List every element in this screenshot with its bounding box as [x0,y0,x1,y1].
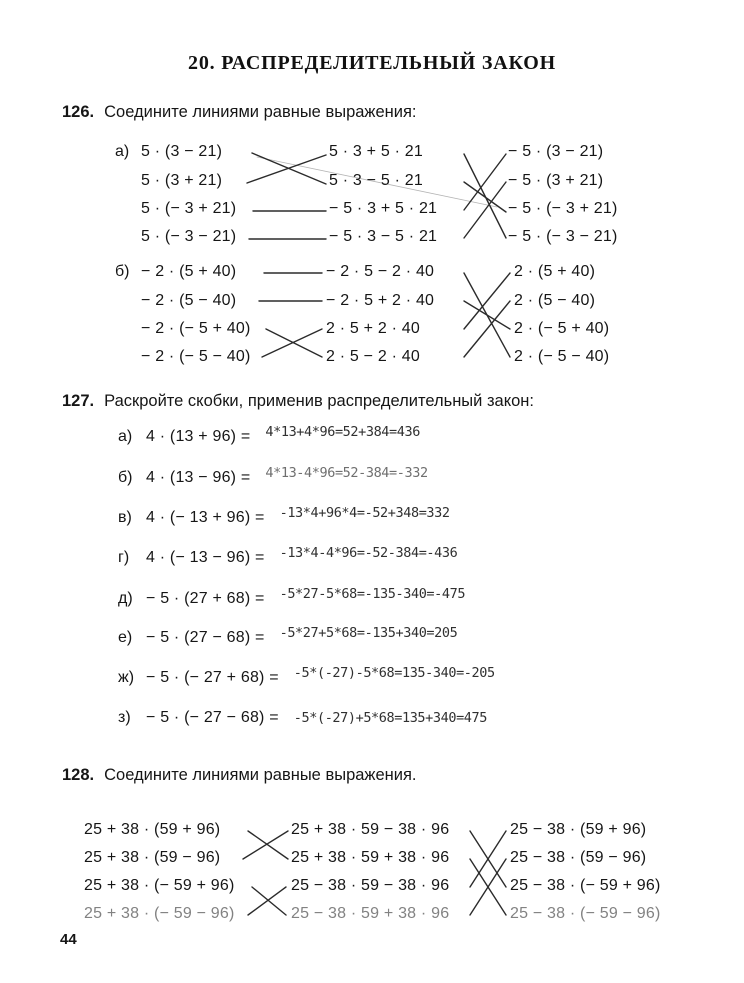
ex126a-right-column [508,138,617,252]
match-expression: 25 + 38 · 59 − 38 · 96 [291,821,450,838]
ex127-item-g [118,541,457,575]
ex127-item-v [118,501,450,535]
match-expression: 5 · (3 − 21) [141,143,223,161]
part-b-label: б) [115,263,130,281]
item-label: в) [118,509,132,526]
match-expression: 25 + 38 · (− 59 − 96) [84,905,235,922]
match-expression: 5 · (3 + 21) [141,171,223,189]
match-expression: − 2 · (− 5 − 40) [141,348,251,366]
item-label: е) [118,629,133,646]
task-127-heading [62,391,534,411]
handwritten-answer: 4*13-4*96=52-384=-332 [265,465,428,481]
match-expression: 25 + 38 · (− 59 + 96) [84,877,235,894]
handwritten-answer: 4*13+4*96=52+384=436 [265,424,420,440]
printed-expression: − 5 · (− 27 − 68) = [146,709,279,726]
match-expression: 25 − 38 · 59 − 38 · 96 [291,877,450,894]
ex128-left-column [84,816,235,928]
handwritten-answer: -13*4-4*96=-52-384=-436 [279,545,458,561]
match-expression: − 5 · (− 3 + 21) [508,199,618,217]
ex127-item-e [118,621,457,655]
printed-expression: 4 · (− 13 + 96) = [146,509,265,526]
match-expression: − 2 · 5 + 2 · 40 [326,291,435,309]
match-expression: − 5 · (3 + 21) [508,171,604,189]
page-number: 44 [60,931,77,948]
match-expression: − 5 · 3 + 5 · 21 [329,199,438,217]
ex127-item-a [118,420,420,454]
match-expression: 2 · (− 5 − 40) [514,348,610,366]
task-126-number: 126. [62,103,95,121]
task-127-instruction: Раскройте скобки, применив распределительный закон: [104,392,534,410]
ex126b-middle-column [326,258,434,372]
match-expression: 2 · 5 + 2 · 40 [326,319,420,337]
ex127-item-b [118,461,428,495]
item-label: ж) [118,669,135,686]
match-expression: 2 · (5 − 40) [514,291,596,309]
ex128-middle-column [291,816,449,928]
task-128-heading [62,765,416,785]
match-expression: 25 + 38 · 59 + 38 · 96 [291,849,450,866]
handwritten-answer: -13*4+96*4=-52+348=332 [279,505,450,521]
item-label: з) [118,709,131,726]
part-a-label: а) [115,143,130,161]
match-expression: 25 − 38 · (59 − 96) [510,849,647,866]
task-128-instruction: Соедините линиями равные выражения. [104,766,417,784]
ex127-item-z [118,701,487,735]
handwritten-answer: -5*(-27)+5*68=135+340=475 [293,710,487,726]
match-expression: 2 · 5 − 2 · 40 [326,348,420,366]
item-label: а) [118,428,133,445]
handwritten-answer: -5*27+5*68=-135+340=205 [279,625,458,641]
task-127-number: 127. [62,392,95,410]
match-expression: 5 · 3 − 5 · 21 [329,171,423,189]
printed-expression: − 5 · (− 27 + 68) = [146,669,279,686]
match-expression: 25 + 38 · (59 + 96) [84,821,221,838]
match-expression: − 5 · (3 − 21) [508,143,604,161]
match-expression: 2 · (5 + 40) [514,263,596,281]
printed-expression: 4 · (13 + 96) = [146,428,251,445]
section-title: 20. РАСПРЕДЕЛИТЕЛЬНЫЙ ЗАКОН [188,52,556,74]
ex127-item-zh [118,661,495,695]
ex126b-left-column [141,258,250,372]
match-expression: 25 + 38 · (59 − 96) [84,849,221,866]
match-expression: 5 · (− 3 − 21) [141,228,237,246]
ex128-right-column [510,816,661,928]
handwritten-answer: -5*(-27)-5*68=135-340=-205 [293,665,495,681]
task-128-number: 128. [62,766,95,784]
printed-expression: − 5 · (27 − 68) = [146,629,265,646]
match-expression: − 2 · (5 − 40) [141,291,237,309]
match-expression: − 2 · (5 + 40) [141,263,237,281]
printed-expression: − 5 · (27 + 68) = [146,590,265,607]
handwritten-answer: -5*27-5*68=-135-340=-475 [279,586,466,602]
item-label: д) [118,590,133,607]
item-label: г) [118,549,130,566]
match-expression: 2 · (− 5 + 40) [514,319,610,337]
item-label: б) [118,469,133,486]
match-expression: 25 − 38 · (− 59 − 96) [510,905,661,922]
ex127-item-d [118,582,465,616]
match-expression: 25 − 38 · (− 59 + 96) [510,877,661,894]
printed-expression: 4 · (13 − 96) = [146,469,251,486]
match-expression: 5 · (− 3 + 21) [141,199,237,217]
task-126-instruction: Соедините линиями равные выражения: [104,103,417,121]
match-expression: 25 − 38 · 59 + 38 · 96 [291,905,450,922]
match-expression: 5 · 3 + 5 · 21 [329,143,423,161]
match-expression: − 2 · (− 5 + 40) [141,319,251,337]
match-expression: − 5 · (− 3 − 21) [508,228,618,246]
ex126b-right-column [514,258,609,372]
match-expression: − 5 · 3 − 5 · 21 [329,228,438,246]
match-expression: 25 − 38 · (59 + 96) [510,821,647,838]
ex126a-left-column [141,138,236,252]
match-expression: − 2 · 5 − 2 · 40 [326,263,435,281]
ex126a-middle-column [329,138,437,252]
task-126-heading [62,102,416,122]
printed-expression: 4 · (− 13 − 96) = [146,549,265,566]
